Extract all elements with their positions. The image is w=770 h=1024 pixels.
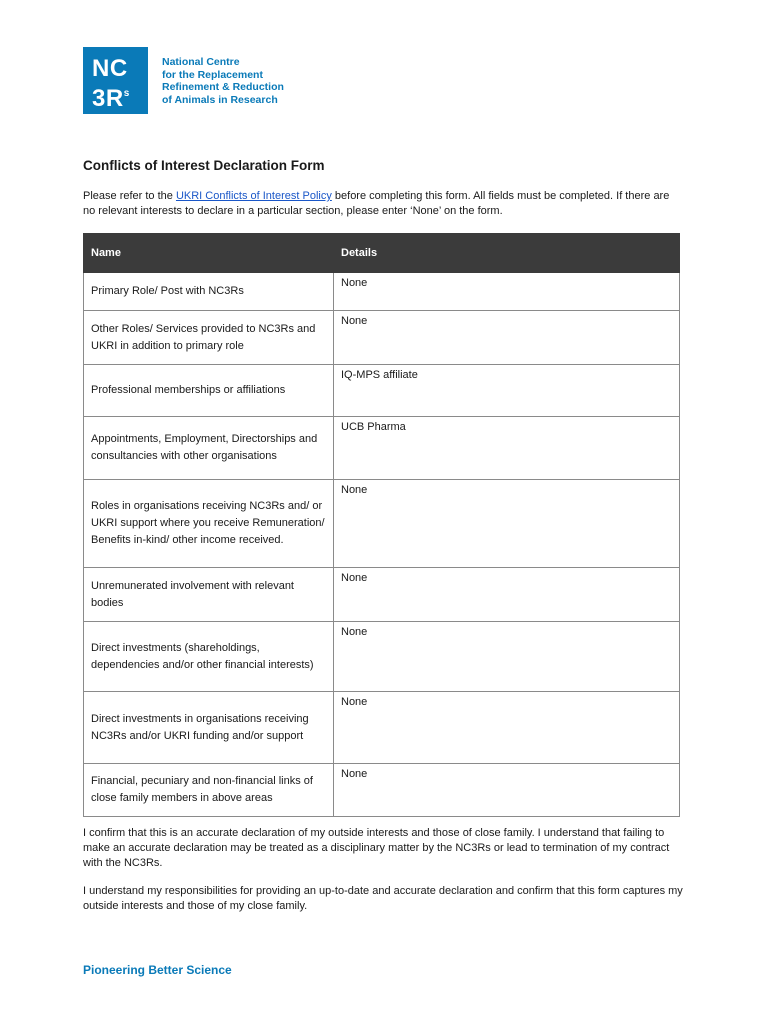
table-row [84,568,680,622]
header-details: Details [334,234,680,273]
logo-org-line: for the Replacement [162,68,263,81]
row-name: Other Roles/ Services provided to NC3Rs and UKRI in addition to primary role [84,311,334,365]
table-header-row [84,234,680,273]
logo-mark [83,47,148,114]
logo-mark-sup: s [123,88,130,99]
table-row [84,480,680,568]
row-name: Appointments, Employment, Directorships and consultancies with other organisations [84,417,334,480]
table-row [84,692,680,764]
row-details[interactable]: None [334,692,680,764]
row-details[interactable]: None [334,273,680,311]
row-name: Professional memberships or affiliations [84,365,334,417]
declaration-table [83,233,680,817]
intro-before-link: Please refer to the [83,190,176,202]
row-details[interactable]: None [334,311,680,365]
responsibility-statement: I understand my responsibilities for providing an up-to-date and accurate declaration and confirm that this form captures my outside interests and those of my close family. [83,885,683,912]
table-row [84,311,680,365]
table-row [84,764,680,817]
confirmation-statement: I confirm that this is an accurate declaration of my outside interests and those of close family. I understand that failing to make an accurate declaration may be treated as a disciplinary matter by the NC3Rs or lead to termination of my contract with the NC3Rs. [83,827,670,869]
footer-tagline: Pioneering Better Science [83,963,232,977]
row-name: Roles in organisations receiving NC3Rs and/ or UKRI support where you receive Remuneration/ Benefits in-kind/ other income received. [84,480,334,568]
logo-org-line: National Centre [162,56,240,68]
row-name: Direct investments (shareholdings, dependencies and/or other financial interests) [84,622,334,692]
row-name: Primary Role/ Post with NC3Rs [84,273,334,311]
policy-link[interactable]: UKRI Conflicts of Interest Policy [175,190,332,202]
row-details[interactable]: None [334,764,680,817]
logo-org-name [162,56,284,106]
logo-org-line: Refinement & Reduction [162,81,284,94]
row-name: Unremunerated involvement with relevant bodies [84,568,334,622]
logo-mark-line1: NC [92,55,128,82]
table-row [84,622,680,692]
table-row [84,417,680,480]
table-row [84,273,680,311]
intro-paragraph [83,189,683,219]
nc3rs-logo [83,47,284,114]
row-details[interactable]: None [334,622,680,692]
logo-mark-3r: 3R [92,85,124,112]
row-name: Financial, pecuniary and non-financial links of close family members in above areas [84,764,334,817]
page-title: Conflicts of Interest Declaration Form [83,158,325,173]
logo-mark-line2 [92,81,148,111]
logo-org-line: of Animals in Research [162,93,278,106]
intro-after-link: before completing this form. All fields must be completed. If there are no relevant interests to declare in a particular section, please enter ‘None’ on the form. [83,190,670,217]
header-name: Name [84,234,334,273]
row-details[interactable]: UCB Pharma [334,417,680,480]
row-details[interactable]: IQ-MPS affiliate [334,365,680,417]
table-row [84,365,680,417]
row-details[interactable]: None [334,480,680,568]
row-details[interactable]: None [334,568,680,622]
row-name: Direct investments in organisations receiving NC3Rs and/or UKRI funding and/or support [84,692,334,764]
